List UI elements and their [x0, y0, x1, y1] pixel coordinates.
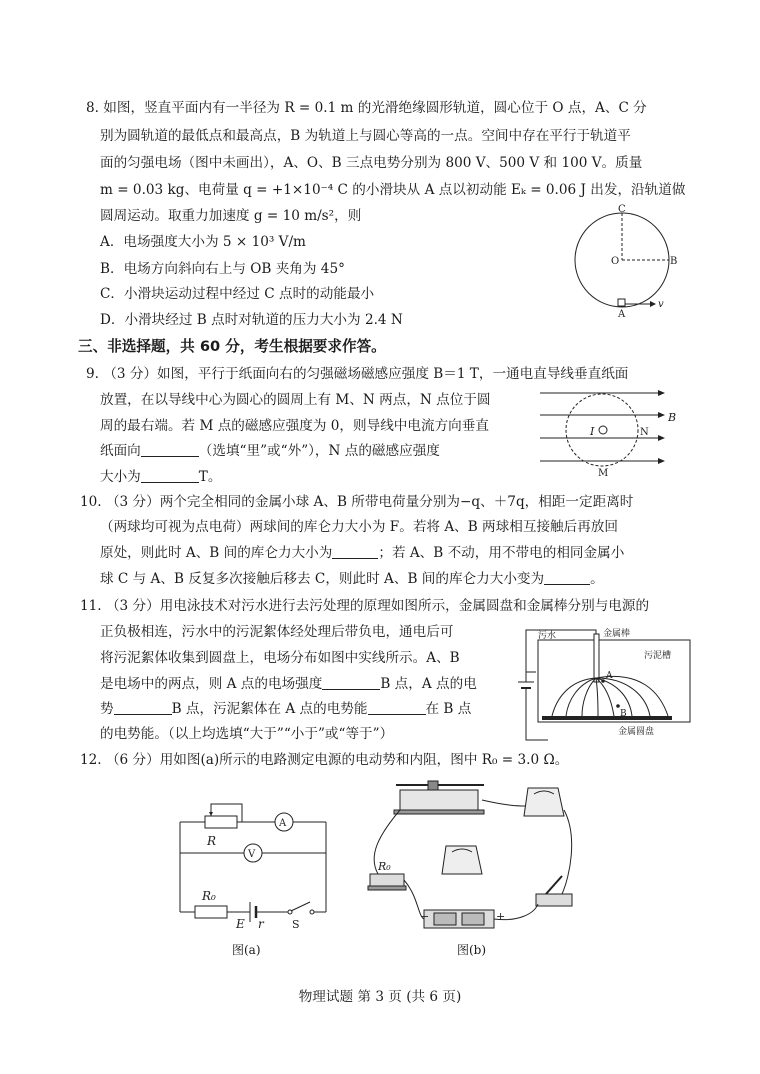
- q11-text-4a: 是电场中的两点，则 A 点的电场强度: [100, 676, 323, 692]
- q10-text-3b: ；若 A、B 不动，用不带电的相同金属小: [378, 545, 625, 561]
- label-tank: 污泥槽: [644, 651, 672, 661]
- q8-line-4: m = 0.03 kg、电荷量 q = +1×10⁻⁴ C 的小滑块从 A 点以初动能 Eₖ = 0.06 J 出发，沿轨道做: [100, 182, 686, 198]
- q8-line-2: 别为圆轨道的最低点和最高点，B 为轨道上与圆心等高的一点。空间中存在平行于轨道平: [100, 128, 631, 144]
- q10-blank-2[interactable]: [544, 570, 590, 585]
- q10-text-4b: 。: [590, 571, 604, 587]
- q11-blank-2[interactable]: [114, 700, 172, 715]
- label-r: R: [207, 834, 217, 848]
- q11-blank-1[interactable]: [322, 675, 380, 690]
- q8-circle-figure: [570, 205, 700, 320]
- label-disk: 金属圆盘: [618, 727, 655, 737]
- q9-line-3: 周的最右端。若 M 点的磁感应强度为 0，则导线中电流方向垂直: [100, 418, 489, 434]
- label-c: C: [618, 204, 626, 215]
- q12-circuit-diagram-a: [170, 790, 340, 930]
- q11-text-4b: B 点，A 点的电: [380, 676, 477, 692]
- fig-a-caption: 图(a): [232, 943, 261, 957]
- label-a: A: [618, 309, 626, 320]
- q10-text-4a: 球 C 与 A、B 反复多次接触后移去 C，则此时 A、B 间的库仑力大小变为: [100, 571, 545, 587]
- label-s: S: [292, 918, 300, 931]
- q8-option-a: A．电场强度大小为 5 × 10³ V/m: [100, 234, 306, 250]
- q9-line-4: [100, 441, 440, 461]
- q9-line-1: 9. （3 分）如图，平行于纸面向右的匀强磁场磁感应强度 B＝1 T，一通电直导线垂直纸面: [86, 366, 629, 382]
- label-r0: R₀: [202, 889, 216, 903]
- label-b-field: B: [668, 411, 677, 424]
- label-i: I: [590, 425, 595, 438]
- label-n: N: [640, 427, 649, 438]
- label-b: B: [670, 256, 678, 267]
- page-footer: 物理试题 第 3 页 (共 6 页): [298, 989, 462, 1005]
- q11-line-2: 正负极相连，污水中的污泥絮体经处理后带负电，通电后可: [100, 624, 454, 640]
- q9-text-5a: 大小为: [100, 469, 141, 485]
- q10-text-3a: 原处，则此时 A、B 间的库仑力大小为: [100, 545, 333, 561]
- q11-text-5b: B 点，污泥絮体在 A 点的电势能: [171, 701, 368, 717]
- label-r0-b: R₀: [378, 860, 391, 873]
- q11-electrophoresis-figure: [508, 620, 708, 745]
- q10-line-2: （两球均可视为点电荷）两球间的库仑力大小为 F。若将 A、B 两球相互接触后再放回: [100, 519, 618, 535]
- label-v: v: [658, 299, 664, 310]
- q10-line-4: [100, 569, 604, 589]
- q8-line-5: 圆周运动。取重力加速度 g = 10 m/s²，则: [100, 208, 362, 224]
- q11-line-6: 的电势能。（以上均选填“大于”“小于”或“等于”）: [100, 726, 394, 742]
- q9-magnetic-field-figure: [540, 385, 680, 479]
- q8-option-b: B．电场方向斜向右上与 OB 夹角为 45°: [100, 261, 345, 277]
- section-title: 三、非选择题，共 60 分，考生根据要求作答。: [78, 338, 386, 355]
- fig-b-caption: 图(b): [457, 943, 487, 957]
- q11-line-1: 11. （3 分）用电泳技术对污水进行去污处理的原理如图所示，金属圆盘和金属棒分别与电源的: [80, 598, 650, 614]
- q8-line-1: 8. 如图，竖直平面内有一半径为 R = 0.1 m 的光滑绝缘圆形轨道，圆心位于 O 点，A、C 分: [86, 100, 647, 116]
- label-point-a: A: [606, 671, 613, 681]
- q11-line-5: [100, 699, 471, 719]
- q11-blank-3[interactable]: [368, 700, 426, 715]
- q10-line-1: 10. （3 分）两个完全相同的金属小球 A、B 所带电荷量分别为−q、＋7q，相距一定距离时: [80, 494, 634, 510]
- q10-line-3: [100, 543, 624, 563]
- q12-line-1: 12. （6 分）用如图(a)所示的电路测定电源的电动势和内阻，图中 R₀ = 3.0 Ω。: [80, 752, 569, 768]
- q9-line-2: 放置，在以导线中心为圆心的圆周上有 M、N 两点，N 点位于圆: [100, 392, 491, 408]
- label-minus: −: [420, 910, 430, 923]
- q8-line-3: 面的匀强电场（图中未画出），A、O、B 三点电势分别为 800 V、500 V 和 100 V。质量: [100, 155, 643, 171]
- q11-line-4: [100, 674, 477, 694]
- label-m: M: [598, 468, 609, 479]
- q11-text-5a: 势: [100, 701, 114, 717]
- q11-line-3: 将污泥絮体收集到圆盘上，电场分布如图中实线所示。A、B: [100, 650, 460, 666]
- q11-text-5c: 在 B 点: [425, 701, 472, 717]
- q10-blank-1[interactable]: [332, 544, 378, 559]
- q9-text-4b: （选填“里”或“外”），N 点的磁感应强度: [198, 443, 440, 459]
- q9-blank-2[interactable]: [141, 468, 199, 483]
- q9-text-4a: 纸面向: [100, 443, 141, 459]
- q8-option-c: C．小滑块运动过程中经过 C 点时的动能最小: [100, 286, 375, 302]
- label-r-internal: r: [258, 917, 264, 931]
- label-o: O: [611, 256, 620, 267]
- label-water: 污水: [538, 631, 557, 641]
- label-e: E: [236, 917, 245, 931]
- label-point-b: B: [620, 709, 627, 719]
- q12-apparatus-figure-b: [358, 776, 588, 936]
- ammeter-label: A: [279, 818, 287, 829]
- q9-line-5: [100, 467, 221, 487]
- label-plus: +: [496, 910, 506, 923]
- q8-option-d: D．小滑块经过 B 点时对轨道的压力大小为 2.4 N: [100, 312, 403, 328]
- q9-blank-1[interactable]: [141, 442, 199, 457]
- label-rod: 金属棒: [603, 629, 631, 639]
- voltmeter-label: V: [248, 849, 256, 860]
- q9-text-5b: T。: [198, 469, 222, 485]
